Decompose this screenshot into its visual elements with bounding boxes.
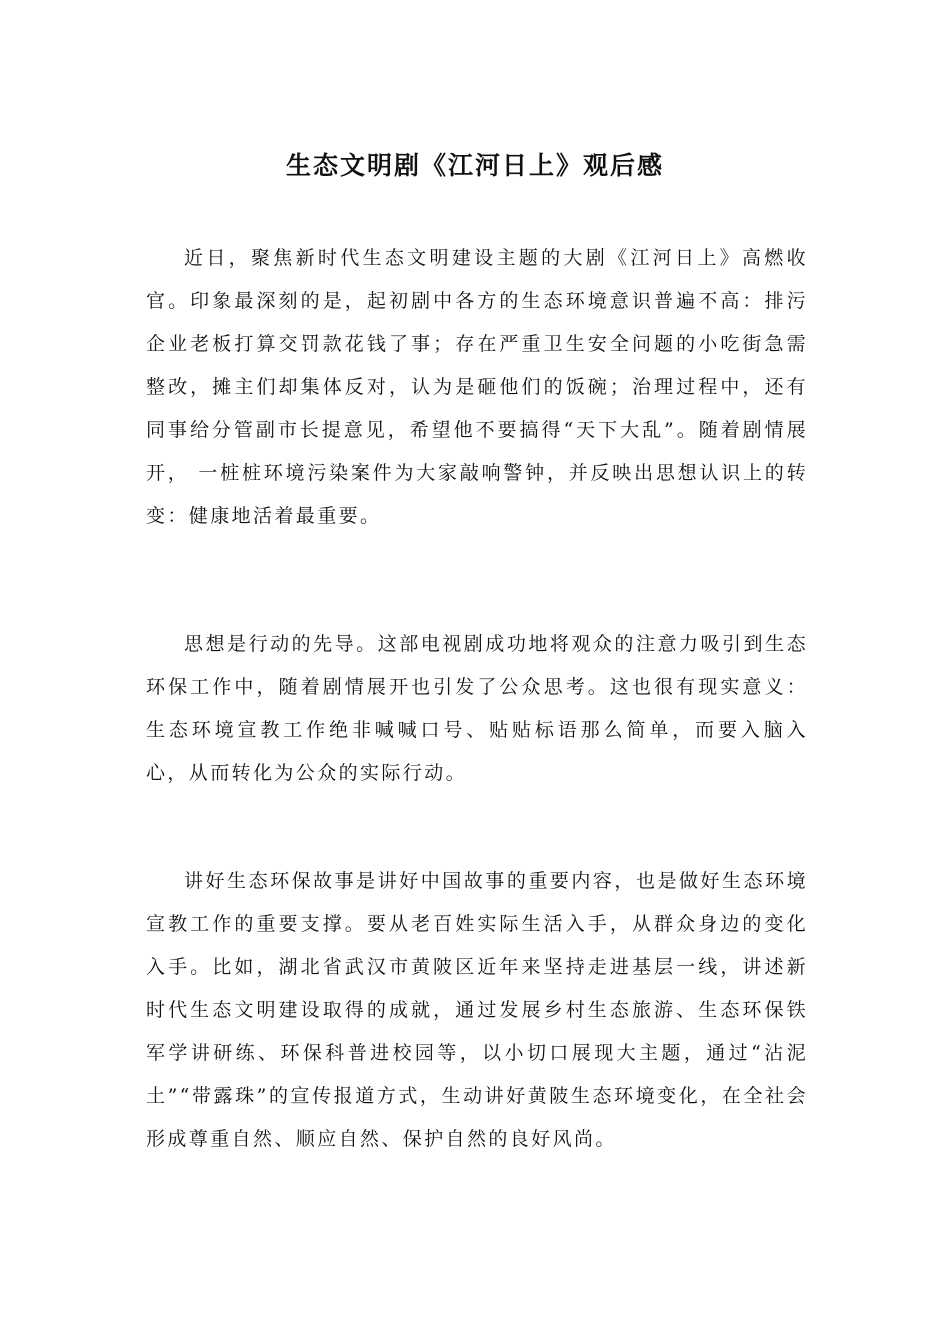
paragraph-2: 思想是行动的先导。这部电视剧成功地将观众的注意力吸引到生态环保工作中，随着剧情展开也引发了公众思考。这也很有现实意义：生态环境宣教工作绝非喊喊口号、贴贴标语那么简单，而要入脑入心，从而转化为公众的实际行动。 xyxy=(146,633,808,784)
document-title: 生态文明剧《江河日上》观后感 xyxy=(285,151,664,180)
paragraph-1: 近日，聚焦新时代生态文明建设主题的大剧《江河日上》高燃收官。印象最深刻的是，起初剧中各方的生态环境意识普遍不高：排污企业老板打算交罚款花钱了事；存在严重卫生安全问题的小吃街急需整改，摊主们却集体反对，认为是砸他们的饭碗；治理过程中，还有同事给分管副市长提意见，希望他不要搞得“天下大乱”。随着剧情展开， 一桩桩环境污染案件为大家敲响警钟，并反映出思想认识上的转变：健康地活着最重要。 xyxy=(146,247,808,527)
paragraph-3: 讲好生态环保故事是讲好中国故事的重要内容，也是做好生态环境宣教工作的重要支撑。要从老百姓实际生活入手，从群众身边的变化入手。比如，湖北省武汉市黄陂区近年来坚持走进基层一线，讲述新时代生态文明建设取得的成就，通过发展乡村生态旅游、生态环保铁军学讲研练、环保科普进校园等，以小切口展现大主题，通过“沾泥土”“带露珠”的宣传报道方式，生动讲好黄陂生态环境变化，在全社会形成尊重自然、顺应自然、保护自然的良好风尚。 xyxy=(146,870,808,1150)
